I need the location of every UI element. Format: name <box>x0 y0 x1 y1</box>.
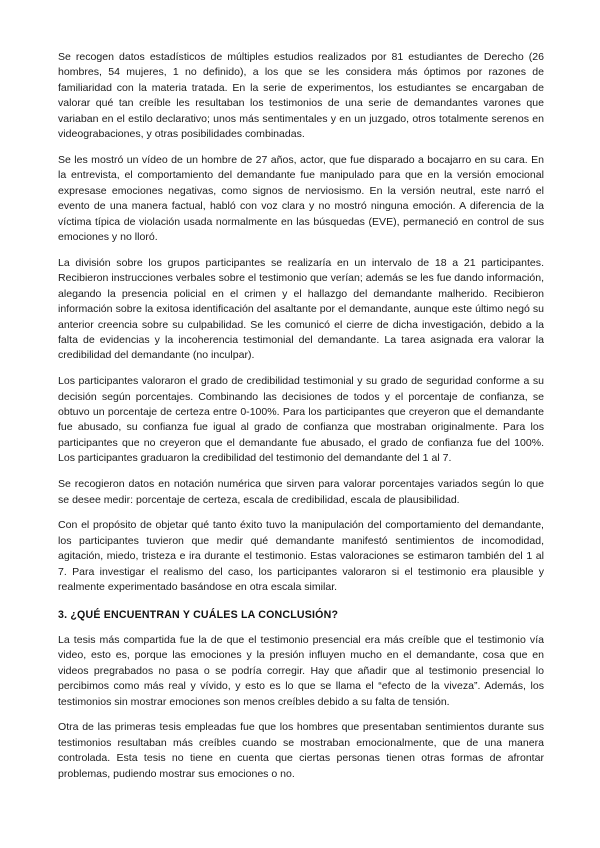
paragraph-numeric-data: Se recogieron datos en notación numérica que sirven para valorar porcentajes variados según lo que se desee medir: porcentaje de certeza, escala de credibilidad, escala de plausibilidad. <box>58 478 544 506</box>
paragraph-video-description: Se les mostró un vídeo de un hombre de 27 años, actor, que fue disparado a bocajarro en su cara. En la entrevista, el comportamiento del demandante fue manipulado para que en la versión emocional expresase emociones negativas, como signos de nerviosismo. En la versión neutral, este narró el evento de una manera factual, habló con voz clara y no mostró ninguna emoción. A diferencia de la víctima típica de violación usada normalmente en las búsquedas (EVE), permaneció en control de sus emociones y no lloró. <box>58 153 544 243</box>
paragraph-second-thesis: Otra de las primeras tesis empleadas fue que los hombres que presentaban sentimientos durante sus testimonios resultaban más creíbles cuando se mostraban emocionalmente, que de una manera controlada. Esta tesis no tiene en cuenta que ciertas personas tienen otras formas de afrontar problemas, pudiendo mostrar sus emociones o no. <box>58 721 544 780</box>
paragraph-study-sample: Se recogen datos estadísticos de múltiples estudios realizados por 81 estudiantes de Derecho (26 hombres, 54 mujeres, 1 no definido), a los que se les considera más óptimos por razones de familiaridad con la materia tratada. En la serie de experimentos, los estudiantes se encargaban de valorar qué tan creíble les resultaban los testimonios de una serie de demandantes varones que variaban en el estilo declarativo; unos más sentimentales y en un juzgado, otros totalmente serenos en videograbaciones, y otras posibilidades combinadas. <box>58 51 544 141</box>
paragraph-manipulation-check: Con el propósito de objetar qué tanto éxito tuvo la manipulación del comportamiento del demandante, los participantes tuvieron que medir qué demandante manifestó sentimientos de incomodidad, agitación, miedo, tristeza e ira durante el testimonio. Estas valoraciones se estimaron también del 1 al 7. Para investigar el realismo del caso, los participantes valoraron si el testimonio era plausible y realmente experimentado basándose en otra escala similar. <box>58 519 544 594</box>
document-page <box>58 50 544 793</box>
paragraph-group-division: La división sobre los grupos participantes se realizaría en un intervalo de 18 a 21 participantes. Recibieron instrucciones verbales sobre el testimonio que verían; además se les fue dando información, alegando la presencia policial en el crimen y el hallazgo del demandante malherido. Recibieron información sobre la exitosa identificación del asaltante por el demandante, aunque este último negó su anterior creencia sobre su culpabilidad. Se les comunicó el cierre de dicha investigación, debido a la falta de evidencias y la incoherencia testimonial del demandante. La tarea asignada era valorar la credibilidad del demandante (no inculpar). <box>58 256 545 362</box>
paragraph-main-thesis: La tesis más compartida fue la de que el testimonio presencial era más creíble que el testimonio vía video, esto es, porque las emociones y la presión influyen mucho en el demandante, cosa que en videos pregrabados no pasa o se podría corregir. Hay que añadir que al testimonio presencial lo percibimos como más real y vívido, y esto es lo que se llama el “efecto de la viveza”. Además, los testimonios sin mostrar emociones son menos creíbles debido a su falta de tensión. <box>58 633 544 708</box>
paragraph-credibility-ratings: Los participantes valoraron el grado de credibilidad testimonial y su grado de seguridad conforme a su decisión según porcentajes. Combinando las decisiones de todos y el porcentaje de confianza, se obtuvo un porcentaje de certeza entre 0-100%. Para los participantes que creyeron que el demandante fue abusado, su confianza fue igual al grado de confianza que mostraban originalmente. Para los participantes que no creyeron que el demandante fue abusado, el grado de confianza fue del 100%. Los participantes graduaron la credibilidad del testimonio del demandante del 1 al 7. <box>58 375 544 465</box>
section-heading: 3. ¿QUÉ ENCUENTRAN Y CUÁLES LA CONCLUSIÓN? <box>58 608 339 621</box>
